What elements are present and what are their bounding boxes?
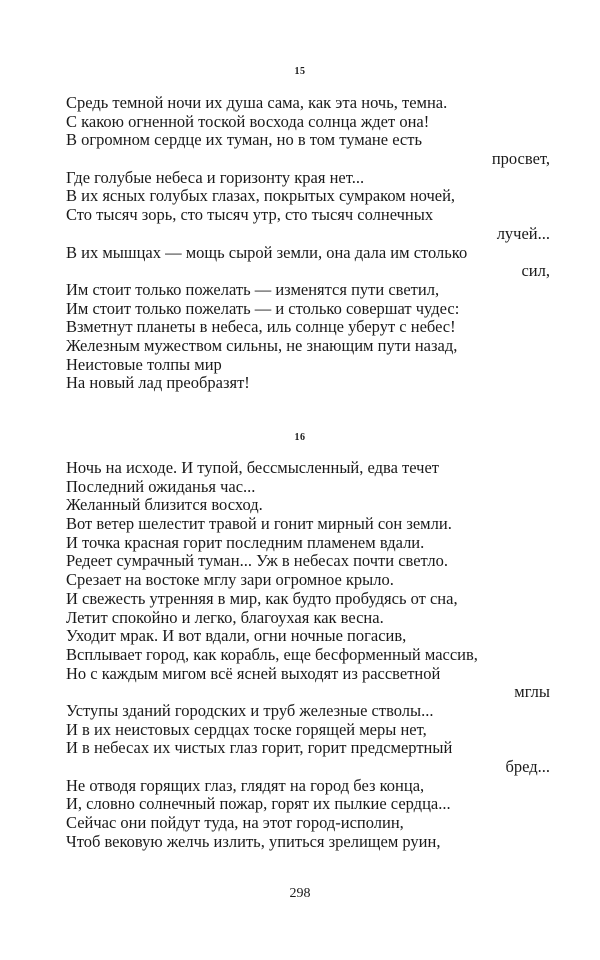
poem-line: Неистовые толпы мир [66, 354, 222, 374]
poem-line: Вот ветер шелестит травой и гонит мирный сон земли. [66, 514, 452, 534]
poem-15-text [66, 94, 550, 393]
page-number: 298 [289, 886, 311, 901]
poem-line-continuation: сил, [521, 261, 550, 281]
poem-line: Сейчас они пойдут туда, на этот город-исполин, [66, 813, 404, 833]
poem-line-continuation: мглы [514, 682, 550, 702]
poem-line: Взметнут планеты в небеса, иль солнце уберут с небес! [66, 317, 456, 337]
poem-line: Уходит мрак. И вот вдали, огни ночные погасив, [66, 626, 407, 646]
poem-line: Не отводя горящих глаз, глядят на город без конца, [66, 775, 425, 795]
poem-line: Срезает на востоке мглу зари огромное крыло. [66, 570, 394, 590]
poem-line: И, словно солнечный пожар, горят их пылкие сердца... [66, 794, 451, 814]
poem-line: И точка красная горит последним пламенем вдали. [66, 532, 425, 552]
poem-line: Средь темной ночи их душа сама, как эта ночь, темна. [66, 93, 448, 112]
poem-line-continuation: просвет, [491, 149, 550, 169]
poem-line: С какою огненной тоской восхода солнца ждет она! [66, 111, 430, 131]
poem-line: Сто тысяч зорь, сто тысяч утр, сто тысяч солнечных [66, 205, 434, 225]
poem-line-continuation: лучей... [496, 223, 550, 243]
poem-line: И в небесах их чистых глаз горит, горит предсмертный [66, 738, 453, 758]
poem-line: Железным мужеством сильны, не знающим пути назад, [66, 335, 458, 355]
poem-line: Им стоит только пожелать — и столько совершат чудес: [66, 298, 460, 318]
poem-line: Редеет сумрачный туман... Уж в небесах почти светло. [66, 551, 448, 571]
poem-line: Желанный близится восход. [66, 495, 263, 515]
poem-line: Последний ожиданья час... [66, 476, 256, 496]
poem-15-number: 15 [294, 66, 306, 77]
poem-line: Им стоит только пожелать — изменятся пути светил, [66, 279, 440, 299]
poem-line: Уступы зданий городских и труб железные стволы... [66, 700, 434, 720]
poem-line: В их ясных голубых глазах, покрытых сумраком ночей, [66, 186, 456, 206]
poem-16-text [66, 459, 550, 851]
poem-line-continuation: бред... [505, 757, 550, 776]
poem-line: На новый лад преобразят! [66, 373, 250, 393]
poem-line: В их мышцах — мощь сырой земли, она дала им столько [66, 242, 468, 262]
poem-line: Ночь на исходе. И тупой, бессмысленный, едва течет [66, 458, 439, 477]
poem-line: И в их неистовых сердцах тоске горящей меры нет, [66, 719, 427, 739]
poem-line: И свежесть утренняя в мир, как будто пробудясь от сна, [66, 588, 458, 608]
poem-16-number: 16 [294, 432, 306, 443]
poem-line: Всплывает город, как корабль, еще бесформенный массив, [66, 644, 478, 664]
poem-line: Где голубые небеса и горизонту края нет... [66, 167, 365, 187]
poem-line: Летит спокойно и легко, благоухая как весна. [66, 607, 384, 627]
poem-line: В огромном сердце их туман, но в том тумане есть [66, 130, 422, 150]
poem-line: Чтоб вековую желчь излить, упиться зрелищем руин, [66, 831, 441, 851]
poem-line: Но с каждым мигом всё ясней выходят из рассветной [66, 663, 441, 683]
